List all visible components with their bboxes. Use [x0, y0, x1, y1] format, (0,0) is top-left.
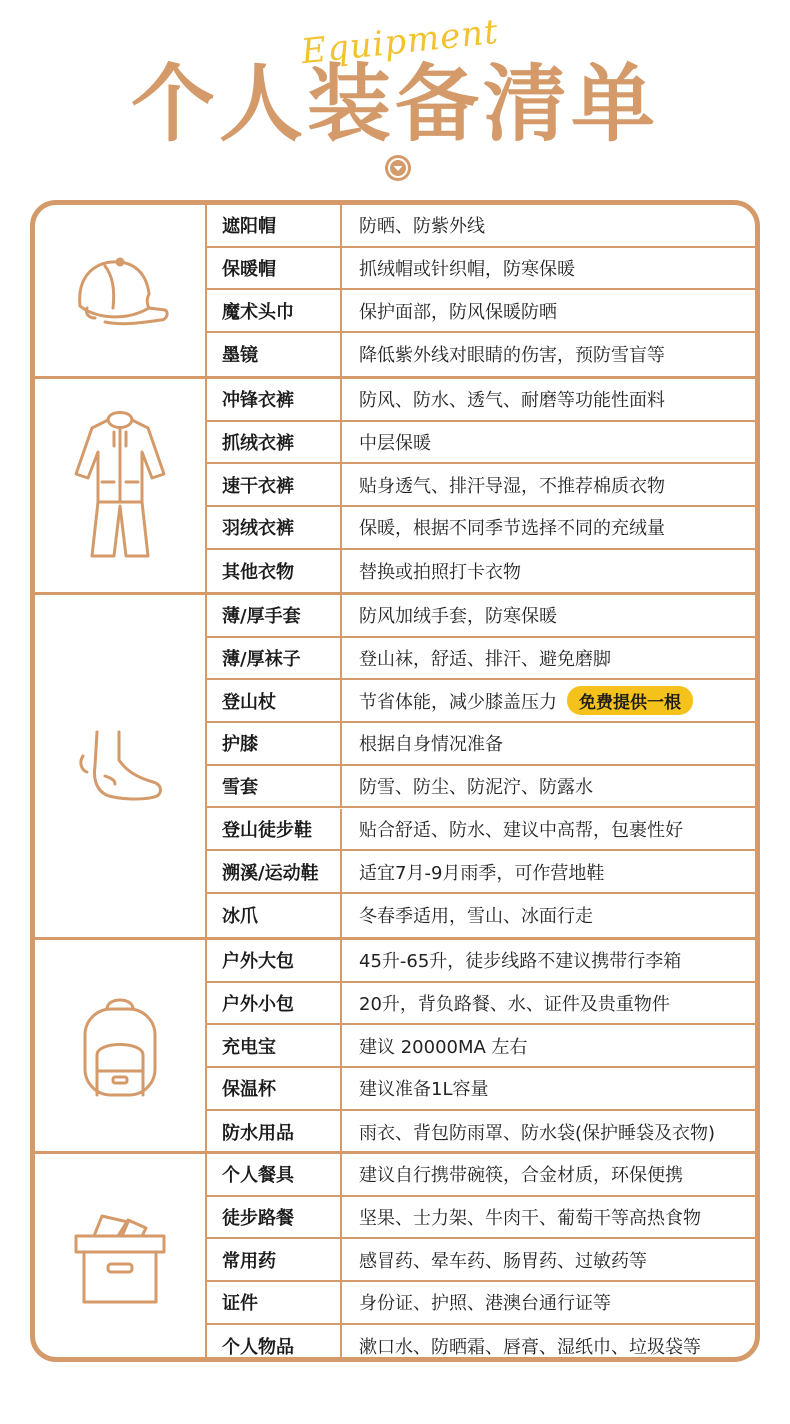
item-name: 个人物品	[207, 1325, 342, 1362]
list-item	[207, 205, 755, 248]
group-bags	[35, 937, 755, 1151]
backpack-icon	[35, 940, 207, 1151]
list-item	[207, 1239, 755, 1282]
item-name: 常用药	[207, 1239, 342, 1280]
list-item	[207, 1068, 755, 1111]
item-desc-text: 节省体能，减少膝盖压力	[359, 691, 557, 713]
list-item	[207, 638, 755, 681]
list-item	[207, 550, 755, 593]
item-desc: 雨衣、背包防雨罩、防水袋(保护睡袋及衣物)	[359, 1123, 716, 1145]
list-item	[207, 983, 755, 1026]
foot-icon	[35, 595, 207, 937]
item-desc: 保暖，根据不同季节选择不同的充绒量	[359, 518, 665, 540]
item-desc: 建议 20000MA 左右	[359, 1036, 528, 1058]
list-item	[207, 809, 755, 852]
item-name: 徒步路餐	[207, 1197, 342, 1238]
item-desc: 保护面部，防风保暖防晒	[359, 301, 557, 323]
group-personal	[35, 1151, 755, 1357]
group-accessories	[35, 592, 755, 937]
list-item	[207, 1282, 755, 1325]
item-desc: 防风加绒手套，防寒保暖	[359, 606, 557, 628]
item-name: 户外小包	[207, 983, 342, 1024]
page-title: 个人装备清单	[130, 55, 659, 153]
item-desc: 建议准备1L容量	[359, 1079, 489, 1101]
list-item	[207, 333, 755, 376]
header	[0, 0, 790, 200]
item-desc: 防晒、防紫外线	[359, 216, 485, 238]
item-desc: 根据自身情况准备	[359, 734, 503, 756]
list-item	[207, 766, 755, 809]
item-name: 充电宝	[207, 1025, 342, 1066]
item-name: 证件	[207, 1282, 342, 1323]
list-item	[207, 507, 755, 550]
item-name: 护膝	[207, 723, 342, 764]
item-name: 户外大包	[207, 940, 342, 981]
item-desc: 20升，背负路餐、水、证件及贵重物件	[359, 994, 670, 1016]
list-item	[207, 894, 755, 937]
item-desc: 感冒药、晕车药、肠胃药、过敏药等	[359, 1250, 647, 1272]
list-item	[207, 1111, 755, 1154]
list-item	[207, 248, 755, 291]
item-name: 遮阳帽	[207, 205, 342, 246]
chevron-down-circle-icon	[385, 155, 411, 181]
item-name: 薄/厚袜子	[207, 638, 342, 679]
list-item	[207, 680, 755, 723]
item-desc: 贴身透气、排汗导湿，不推荐棉质衣物	[359, 475, 665, 497]
list-item	[207, 723, 755, 766]
item-name: 雪套	[207, 766, 342, 807]
list-item	[207, 290, 755, 333]
equipment-table	[30, 200, 760, 1362]
item-name: 墨镜	[207, 333, 342, 376]
item-desc: 45升-65升，徒步线路不建议携带行李箱	[359, 951, 682, 973]
item-name: 冰爪	[207, 894, 342, 937]
item-desc	[342, 680, 755, 721]
item-desc: 漱口水、防晒霜、唇膏、湿纸巾、垃圾袋等	[359, 1337, 701, 1359]
list-item	[207, 851, 755, 894]
item-desc: 贴合舒适、防水、建议中高帮，包裹性好	[359, 819, 683, 841]
list-item	[207, 1154, 755, 1197]
item-name: 冲锋衣裤	[207, 379, 342, 420]
item-desc: 登山袜，舒适、排汗、避免磨脚	[359, 649, 611, 671]
list-item	[207, 1197, 755, 1240]
group-headwear	[35, 205, 755, 376]
script-title: Equipment	[299, 11, 501, 73]
item-desc: 防雪、防尘、防泥泞、防露水	[359, 777, 593, 799]
jumpsuit-icon	[35, 379, 207, 592]
item-name: 羽绒衣裤	[207, 507, 342, 548]
item-desc: 冬春季适用，雪山、冰面行走	[359, 906, 593, 928]
item-desc: 替换或拍照打卡衣物	[359, 562, 521, 584]
list-item	[207, 595, 755, 638]
item-name: 保暖帽	[207, 248, 342, 289]
item-name: 其他衣物	[207, 550, 342, 593]
item-desc: 中层保暖	[359, 433, 431, 455]
list-item	[207, 940, 755, 983]
item-name: 登山徒步鞋	[207, 809, 342, 850]
item-desc: 适宜7月-9月雨季，可作营地鞋	[359, 862, 605, 884]
item-desc: 建议自行携带碗筷，合金材质，环保便携	[359, 1165, 683, 1187]
list-item	[207, 1025, 755, 1068]
item-desc: 坚果、士力架、牛肉干、葡萄干等高热食物	[359, 1208, 701, 1230]
free-badge: 免费提供一根	[567, 686, 693, 715]
cap-icon	[35, 205, 207, 376]
storage-box-icon	[35, 1154, 207, 1357]
item-name: 魔术头巾	[207, 290, 342, 331]
group-clothing	[35, 376, 755, 592]
list-item	[207, 1325, 755, 1362]
list-item	[207, 422, 755, 465]
item-desc: 降低紫外线对眼睛的伤害，预防雪盲等	[359, 345, 665, 367]
item-name: 抓绒衣裤	[207, 422, 342, 463]
item-desc: 身份证、护照、港澳台通行证等	[359, 1293, 611, 1315]
item-desc: 抓绒帽或针织帽，防寒保暖	[359, 259, 575, 281]
item-name: 保温杯	[207, 1068, 342, 1109]
item-desc: 防风、防水、透气、耐磨等功能性面料	[359, 390, 665, 412]
list-item	[207, 379, 755, 422]
item-name: 防水用品	[207, 1111, 342, 1154]
item-name: 溯溪/运动鞋	[207, 851, 342, 892]
list-item	[207, 464, 755, 507]
item-name: 速干衣裤	[207, 464, 342, 505]
item-name: 登山杖	[207, 680, 342, 721]
item-name: 薄/厚手套	[207, 595, 342, 636]
item-name: 个人餐具	[207, 1154, 342, 1195]
